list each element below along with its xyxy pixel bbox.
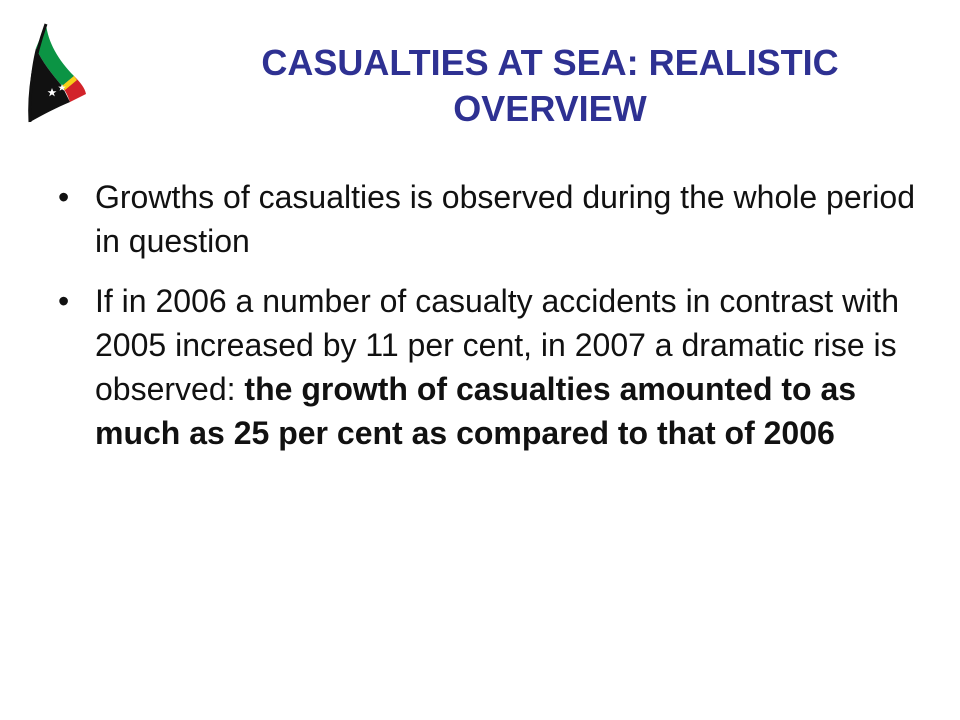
slide-title-line2: OVERVIEW — [453, 88, 647, 129]
bullet-text-2-emphasis: the growth of casualties amounted to as much as 25 per cent as compared to that of 2006 — [95, 371, 857, 451]
slide-title-line1: CASUALTIES AT SEA: REALISTIC — [261, 42, 839, 83]
bullet-list — [0, 175, 960, 471]
sail-flag-icon — [22, 22, 88, 126]
slide-title — [170, 40, 930, 132]
bullet-marker: • — [58, 283, 70, 319]
bullet-text-2: If in 2006 a number of casualty accidents in contrast with 2005 increased by 11 per cent, in 2007 a dramatic rise is observed: — [95, 283, 899, 407]
bullet-text-1: Growths of casualties is observed during the whole period in question — [95, 179, 915, 259]
bullet-item-1 — [0, 175, 960, 263]
bullet-item-2 — [0, 279, 960, 455]
bullet-marker: • — [58, 179, 70, 215]
